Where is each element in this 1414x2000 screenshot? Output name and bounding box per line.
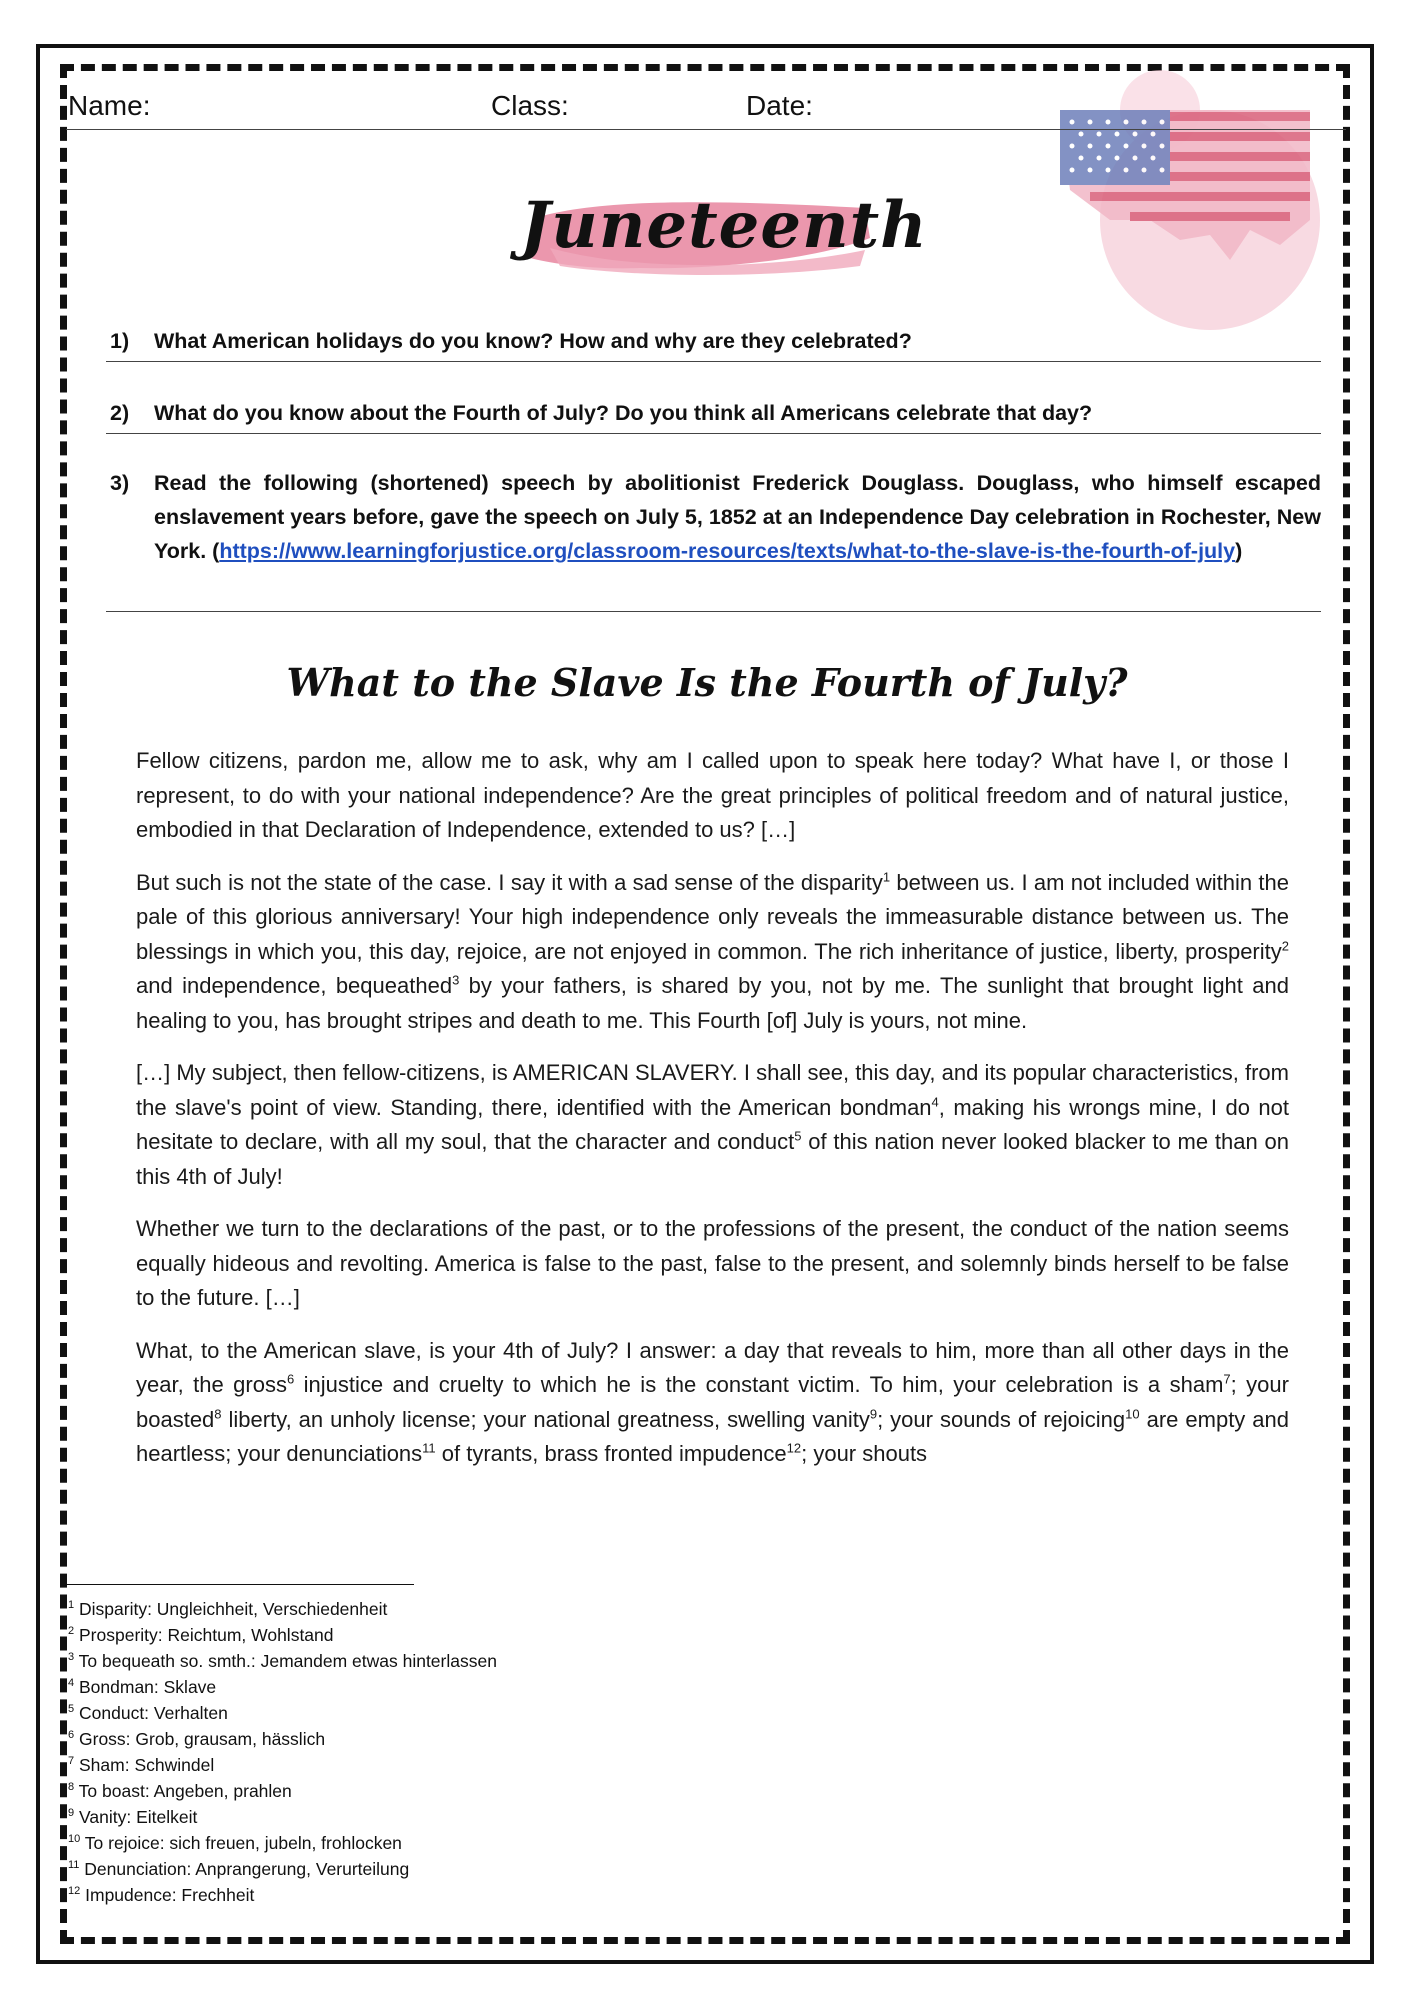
footnote-ref: 1 xyxy=(882,869,891,885)
footnote-ref: 9 xyxy=(869,1406,878,1422)
question-number: 1) xyxy=(110,329,130,353)
speech-body xyxy=(136,744,1289,1490)
footnote-list xyxy=(68,1596,768,1908)
question-number: 2) xyxy=(110,401,130,425)
footnote-ref: 7 xyxy=(1223,1371,1231,1387)
footnote-ref: 4 xyxy=(931,1094,939,1110)
footnote-item: $^8$ To boast: Angeben, prahlen xyxy=(68,1781,292,1801)
title-block xyxy=(520,178,928,288)
footnote-item: $^5$ Conduct: Verhalten xyxy=(68,1703,228,1723)
source-link[interactable]: https://www.learningforjustice.org/classroom-resources/texts/what-to-the-slave-is-the-fourth-of-july xyxy=(219,539,1236,563)
footnote-ref: 8 xyxy=(214,1406,222,1422)
footnote-ref: 2 xyxy=(1281,938,1289,954)
header-row xyxy=(66,88,1346,130)
footnote-item: $^2$ Prosperity: Reichtum, Wohlstand xyxy=(68,1625,334,1645)
question-text: What do you know about the Fourth of July? Do you think all Americans celebrate that day? xyxy=(154,401,1093,425)
question-3 xyxy=(106,466,1321,612)
speech-paragraph: Fellow citizens, pardon me, allow me to ask, why am I called upon to speak here today? What have I, or those I represent, to do with your national independence? Are the great principles of political freedom and of natural justice, embodied in that Declaration of Independence, extended to us? […] xyxy=(136,748,1289,842)
footnote-item: $^1$ Disparity: Ungleichheit, Verschiedenheit xyxy=(68,1599,388,1619)
footnote-item: $^7$ Sham: Schwindel xyxy=(68,1755,215,1775)
question-text-close: ) xyxy=(1235,539,1243,563)
footnote-ref: 10 xyxy=(1125,1406,1140,1422)
date-label: Date: xyxy=(746,90,813,121)
footnote-ref: 5 xyxy=(794,1128,802,1144)
page-title: Juneteenth xyxy=(520,188,928,263)
question-1 xyxy=(106,324,1321,362)
footnote-item: $^3$ To bequeath so. smth.: Jemandem etwas hinterlassen xyxy=(68,1651,497,1671)
class-label: Class: xyxy=(491,90,569,121)
footnote-divider xyxy=(66,1584,414,1585)
speech-title: What to the Slave Is the Fourth of July? xyxy=(286,660,1128,705)
speech-paragraph: What, to the American slave, is your 4th of July? I answer: a day that reveals to him, more than all other days in the year, the gross$^6$ injustice and cruelty to which he is the constant victim. To him, your celebration is a sham$^7$; your boasted$^8$ liberty, an unholy license; your national greatness, swelling vanity$^9$; your sounds of rejoicing$^{10}$ are empty and heartless; your denunciations$^{11}$ of tyrants, brass fronted impudence$^{12}$; your shouts xyxy=(136,1337,1290,1466)
question-text: What American holidays do you know? How and why are they celebrated? xyxy=(154,329,912,353)
footnote-item: $^9$ Vanity: Eitelkeit xyxy=(68,1807,198,1827)
footnote-item: $^{10}$ To rejoice: sich freuen, jubeln, frohlocken xyxy=(68,1833,402,1853)
footnote-item: $^{12}$ Impudence: Frechheit xyxy=(68,1885,255,1905)
footnote-item: $^6$ Gross: Grob, grausam, hässlich xyxy=(68,1729,326,1749)
speech-paragraph: […] My subject, then fellow-citizens, is AMERICAN SLAVERY. I shall see, this day, and its popular characteristics, from the slave's point of view. Standing, there, identified with the American bondman$^4$, making his wrongs mine, I do not hesitate to declare, with all my soul, that the character and conduct$^5$ of this nation never looked blacker to me than on this 4th of July! xyxy=(136,1060,1289,1189)
footnote-item: $^{11}$ Denunciation: Anprangerung, Verurteilung xyxy=(68,1859,410,1879)
footnote-ref: 12 xyxy=(786,1440,802,1456)
question-text: Read the following (shortened) speech by abolitionist Frederick Douglass. Douglass, who himself escaped enslavement years before, gave the speech on July 5, 1852 at an Independence Day celebration in Rochester, New York. ( xyxy=(154,471,1321,563)
speech-paragraph: Whether we turn to the declarations of the past, or to the professions of the present, the conduct of the nation seems equally hideous and revolting. America is false to the past, false to the present, and solemnly binds herself to be false to the future. […] xyxy=(136,1216,1289,1310)
name-label: Name: xyxy=(68,90,151,121)
footnote-ref: 3 xyxy=(452,972,460,988)
question-2 xyxy=(106,396,1321,434)
footnote-ref: 6 xyxy=(286,1371,295,1387)
question-number: 3) xyxy=(110,471,130,495)
footnote-item: $^4$ Bondman: Sklave xyxy=(68,1677,217,1697)
speech-paragraph: But such is not the state of the case. I say it with a sad sense of the disparity$^1$ between us. I am not included within the pale of this glorious anniversary! Your high independence only reveals the immeasurable distance between us. The blessings in which you, this day, rejoice, are not enjoyed in common. The rich inheritance of justice, liberty, prosperity$^2$ and independence, bequeathed$^3$ by your fathers, is shared by you, not by me. The sunlight that brought light and healing to you, has brought stripes and death to me. This Fourth [of] July is yours, not mine. xyxy=(136,869,1289,1033)
footnote-ref: 11 xyxy=(422,1440,436,1456)
